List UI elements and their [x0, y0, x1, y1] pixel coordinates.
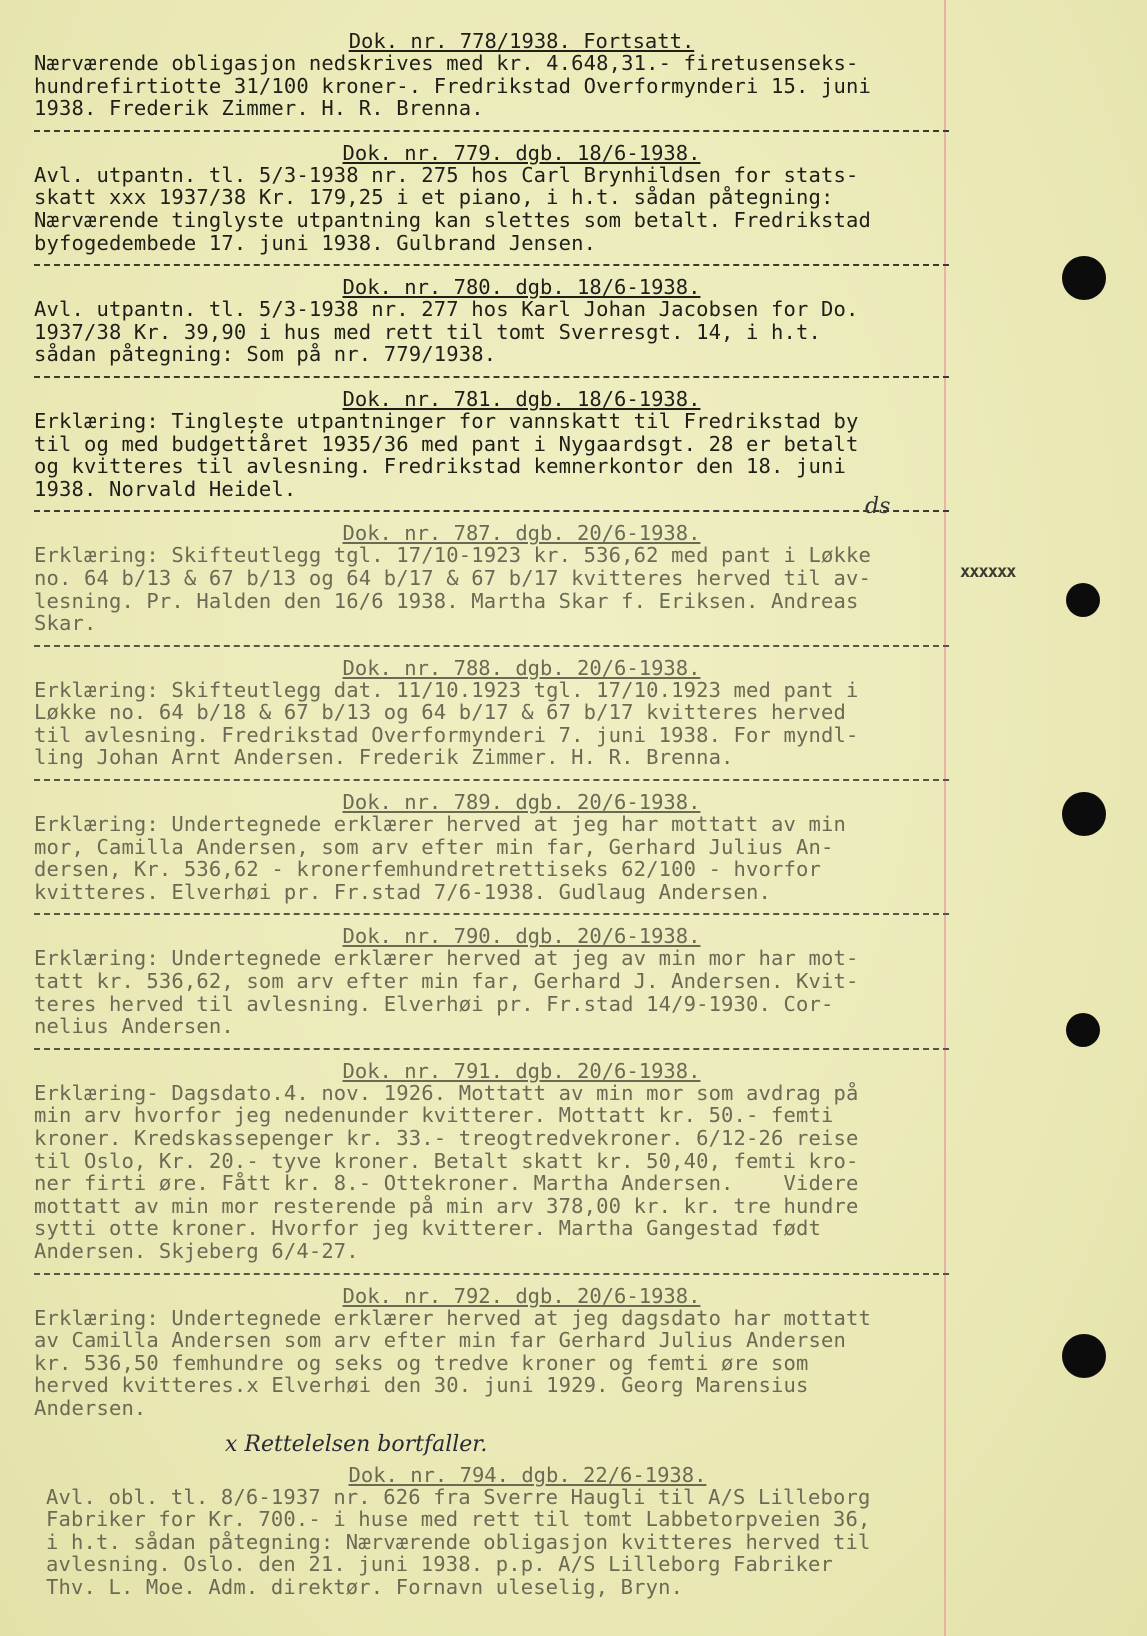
entry-780 [34, 276, 949, 366]
entry-line: 1938. Norvald Heidel. [34, 476, 297, 501]
entry-line: ling Johan Arnt Andersen. Frederik Zimmer. H. R. Brenna. [34, 745, 734, 770]
entry-779 [34, 142, 949, 254]
entry-line: nelius Andersen. [34, 1014, 234, 1039]
punch-hole [1062, 256, 1106, 300]
entry-787 [34, 522, 949, 634]
entry-line: teres herved til avlesning. Elverhøi pr. Fr.stad 14/9-1930. Cor- [34, 991, 834, 1016]
entry-line: Nærværende obligasjon nedskrives med kr. 4.648,31.- firetusenseks- [34, 51, 859, 75]
entry-line: Fabriker for Kr. 700.- i huse med rett til tomt Labbetorpveien 36, [46, 1507, 871, 1532]
handwritten-signature: x Rettelelsen bortfaller. [225, 1432, 488, 1457]
entry-line: skatt xxx 1937/38 Kr. 179,25 i et piano, i h.t. sådan påtegning: [34, 185, 834, 210]
entry-separator [34, 510, 949, 512]
entry-line: Andersen. [34, 1395, 147, 1420]
entry-line: av Camilla Andersen som arv efter min far Gerhard Julius Andersen [34, 1328, 846, 1353]
entry-791 [34, 1060, 949, 1263]
entry-line: til Oslo, Kr. 20.- tyve kroner. Betalt skatt kr. 50,40, femti kro- [34, 1148, 859, 1173]
entry-line: Skar. [34, 611, 97, 636]
entry-794 [46, 1464, 949, 1599]
entry-line: til avlesning. Fredrikstad Overformynderi 7. juni 1938. For myndl- [34, 722, 859, 747]
entry-line: 1937/38 Kr. 39,90 i hus med rett til tomt Sverresgt. 14, i h.t. [34, 319, 821, 344]
entry-line: kroner. Kredskassepenger kr. 33.- treogtredvekroner. 6/12-26 reise [34, 1126, 859, 1150]
entry-line: og kvitteres til avlesning. Fredrikstad kemnerkontor den 18. juni [34, 454, 846, 479]
entry-line: i h.t. sådan påtegning: Nærværende obligasjon kvitteres herved til [46, 1529, 871, 1554]
entry-line: sytti otte kroner. Hvorfor jeg kvitterer. Martha Gangestad født [34, 1216, 821, 1241]
entry-line: Avl. utpantn. tl. 5/3-1938 nr. 277 hos Karl Johan Jacobsen for Do. [34, 297, 859, 322]
handwritten-initials: ds [865, 494, 891, 519]
entry-heading: Dok. nr. 790. dgb. 20/6-1938. [342, 924, 701, 949]
entry-line: mor, Camilla Andersen, som arv efter min far, Gerhard Julius An- [34, 834, 834, 859]
entry-separator [34, 645, 949, 647]
entry-separator [34, 779, 949, 781]
entry-line: 1938. Frederik Zimmer. H. R. Brenna. [34, 96, 484, 121]
punch-hole [1062, 1334, 1106, 1378]
margin-crossout-mark: xxxxxx [960, 562, 1016, 582]
entry-line: kr. 536,50 femhundre og seks og tredve kroner og femti øre som [34, 1350, 809, 1375]
entry-heading: Dok. nr. 781. dgb. 18/6-1938. [342, 386, 701, 411]
entry-line: tatt kr. 536,62, som arv efter min far, Gerhard J. Andersen. Kvit- [34, 969, 859, 994]
entry-heading: Dok. nr. 789. dgb. 20/6-1938. [342, 790, 701, 815]
entry-line: min arv hvorfor jeg nedenunder kvitterer. Mottatt kr. 50.- femti [34, 1103, 834, 1128]
entry-788 [34, 657, 949, 769]
document-column [34, 30, 949, 1599]
entry-separator [34, 913, 949, 915]
entry-separator [34, 376, 949, 378]
entry-778 [34, 30, 949, 120]
entry-790 [34, 925, 949, 1037]
punch-hole [1066, 1013, 1100, 1047]
entry-792 [34, 1285, 949, 1420]
entry-line: sådan påtegning: Som på nr. 779/1938. [34, 342, 497, 367]
entry-line: byfogedembede 17. juni 1938. Gulbrand Jensen. [34, 230, 597, 255]
entry-separator [34, 1273, 949, 1275]
entry-781 [34, 388, 949, 500]
entry-line: Thv. L. Moe. Adm. direktør. Fornavn uleselig, Bryn. [46, 1574, 684, 1599]
entry-line: Erklæring: Undertegnede erklærer herved at jeg av min mor har mot- [34, 946, 859, 971]
entry-line: til og med budgettåret 1935/36 med pant i Nygaardsgt. 28 er betalt [34, 431, 859, 456]
entry-line: ner firti øre. Fått kr. 8.- Ottekroner. Martha Andersen. Videre [34, 1171, 859, 1196]
entry-separator [34, 130, 949, 132]
entry-line: Erklæring: Skifteutlegg dat. 11/10.1923 tgl. 17/10.1923 med pant i [34, 677, 859, 702]
entry-line: mottatt av min mor resterende på min arv 378,00 kr. kr. tre hundre [34, 1193, 859, 1218]
entry-line: no. 64 b/13 & 67 b/13 og 64 b/17 & 67 b/17 kvitteres herved til av- [34, 565, 871, 590]
entry-heading: Dok. nr. 779. dgb. 18/6-1938. [342, 140, 701, 165]
entry-separator [34, 1048, 949, 1050]
entry-line: hundrefirtiotte 31/100 kroner-. Fredrikstad Overformynderi 15. juni [34, 73, 871, 98]
entry-line: Avl. obl. tl. 8/6-1937 nr. 626 fra Sverre Haugli til A/S Lilleborg [46, 1484, 871, 1509]
entry-heading: Dok. nr. 788. dgb. 20/6-1938. [342, 655, 701, 680]
entry-line: Andersen. Skjeberg 6/4-27. [34, 1238, 359, 1263]
entry-line: kvitteres. Elverhøi pr. Fr.stad 7/6-1938. Gudlaug Andersen. [34, 879, 772, 904]
entry-line: Erklæring: Undertegnede erklærer herved at jeg dagsdato har mottatt [34, 1305, 871, 1330]
entry-line: Løkke no. 64 b/18 & 67 b/13 og 64 b/17 & 67 b/17 kvitteres herved [34, 700, 846, 725]
entry-line: Erklæring: Skifteutlegg tgl. 17/10-1923 kr. 536,62 med pant i Løkke [34, 543, 871, 568]
entry-heading: Dok. nr. 780. dgb. 18/6-1938. [342, 275, 701, 300]
entry-line: avlesning. Oslo. den 21. juni 1938. p.p. A/S Lilleborg Fabriker [46, 1552, 833, 1577]
entry-heading: Dok. nr. 791. dgb. 20/6-1938. [342, 1058, 701, 1083]
entry-line: Nærværende tinglyste utpantning kan slettes som betalt. Fredrikstad [34, 207, 871, 232]
entry-line: herved kvitteres.x Elverhøi den 30. juni 1929. Georg Marensius [34, 1373, 809, 1398]
entry-heading: Dok. nr. 787. dgb. 20/6-1938. [342, 521, 701, 546]
entry-line: dersen, Kr. 536,62 - kronerfemhundretrettiseks 62/100 - hvorfor [34, 857, 821, 882]
entry-line: Erklæring- Dagsdato.4. nov. 1926. Mottatt av min mor som avdrag på [34, 1080, 859, 1105]
entry-heading: Dok. nr. 792. dgb. 20/6-1938. [342, 1283, 701, 1308]
entry-separator [34, 264, 949, 266]
entry-line: Erklæring: Tinglește utpantninger for vannskatt til Fredrikstad by [34, 408, 859, 433]
entry-line: Erklæring: Undertegnede erklærer herved at jeg har mottatt av min [34, 812, 846, 837]
punch-hole [1062, 792, 1106, 836]
punch-hole [1066, 583, 1100, 617]
entry-heading: Dok. nr. 778/1938. Fortsatt. [348, 29, 695, 53]
entry-line: Avl. utpantn. tl. 5/3-1938 nr. 275 hos Carl Brynhildsen for stats- [34, 162, 859, 187]
entry-789 [34, 791, 949, 903]
entry-heading: Dok. nr. 794. dgb. 22/6-1938. [348, 1462, 707, 1487]
entry-line: lesning. Pr. Halden den 16/6 1938. Martha Skar f. Eriksen. Andreas [34, 588, 859, 613]
